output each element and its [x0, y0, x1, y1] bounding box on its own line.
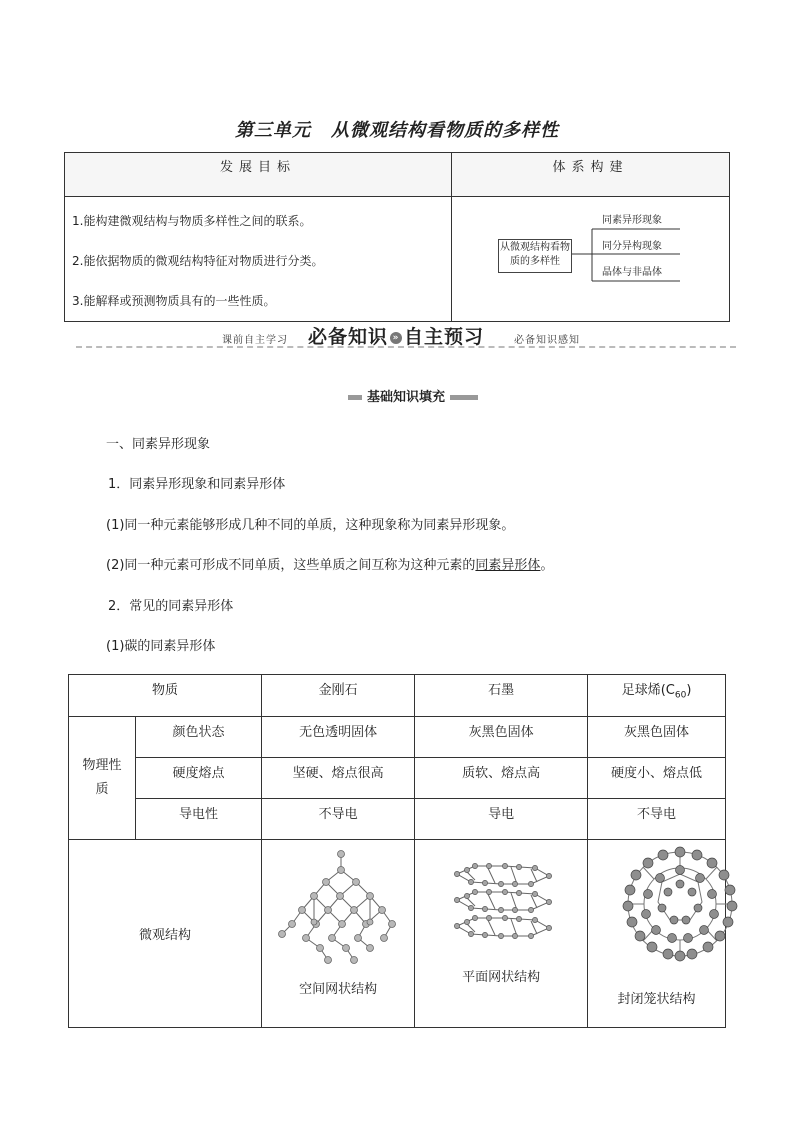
graphite-layers-image: [415, 854, 585, 964]
goal-item: 1.能构建微观结构与物质多样性之间的联系。: [72, 214, 312, 228]
table-cell: [262, 840, 415, 1028]
structure-caption: 封闭笼状结构: [617, 992, 696, 1007]
group-label: [69, 717, 136, 840]
fullerene-structure: [588, 840, 725, 1024]
table-cell: 硬度小、熔点低: [588, 758, 726, 799]
table-cell: 不导电: [262, 799, 415, 840]
structure-caption: 平面网状结构: [462, 970, 541, 985]
goal-list: [65, 197, 451, 321]
paragraph: [106, 554, 553, 573]
structure-branch: 晶体与非晶体: [602, 267, 662, 278]
row-label: 导电性: [136, 799, 262, 840]
table-row: [69, 799, 726, 840]
table-cell: 导电: [415, 799, 588, 840]
subheading: 2．常见的同素异形体: [108, 599, 234, 614]
table-header-cell: 金刚石: [262, 675, 415, 717]
paragraph: (1)碳的同素异形体: [106, 639, 216, 654]
section-banner: [76, 320, 736, 352]
badge-label: 基础知识填充: [362, 386, 450, 405]
row-label: 硬度熔点: [136, 758, 262, 799]
banner-right-text: 必备知识感知: [514, 335, 580, 346]
table-cell: [415, 840, 588, 1028]
header-subscript: 60: [674, 690, 687, 701]
goal-cell: [65, 197, 452, 322]
structure-header: 体系构建: [452, 153, 730, 197]
table-cell: 灰黑色固体: [588, 717, 726, 758]
table-cell: 无色透明固体: [262, 717, 415, 758]
table-cell: 坚硬、熔点很高: [262, 758, 415, 799]
goal-item: 2.能依据物质的微观结构特征对物质进行分类。: [72, 254, 324, 268]
structure-cell: [452, 197, 730, 322]
table-header-cell: 物质: [69, 675, 262, 717]
structure-diagram: [452, 197, 729, 319]
goal-item: 3.能解释或预测物质具有的一些性质。: [72, 294, 276, 308]
underlined-term: 同素异形体: [475, 558, 541, 573]
subheading: 1．同素异形现象和同素异形体: [108, 477, 286, 492]
paragraph-text: (2)同一种元素可形成不同单质，这些单质之间互称为这种元素的: [106, 558, 476, 573]
structure-branch: 同分异构现象: [602, 241, 662, 252]
table-header-row: [69, 675, 726, 717]
goal-header: 发展目标: [65, 153, 452, 197]
table-header-cell: [588, 675, 726, 717]
structure-center-box: 从微观结构看物质的多样性: [498, 239, 572, 273]
table-row: [69, 758, 726, 799]
section-heading: 一、同素异形现象: [106, 437, 211, 452]
banner-left-text: 课前自主学习: [222, 335, 288, 346]
table-cell: 质软、熔点高: [415, 758, 588, 799]
graphite-structure: [415, 840, 587, 1024]
banner-title: [308, 322, 484, 349]
table-row: [69, 717, 726, 758]
table-header-cell: 石墨: [415, 675, 588, 717]
carbon-allotrope-table: [68, 674, 726, 1028]
table-cell: 灰黑色固体: [415, 717, 588, 758]
double-chevron-icon: »: [390, 332, 402, 344]
title-unit: 第三单元: [235, 120, 311, 141]
header-text: ): [686, 683, 692, 698]
goal-table: [64, 152, 730, 322]
group-label-line: 质: [95, 781, 109, 797]
paragraph: (1)同一种元素能够形成几种不同的单质，这种现象称为同素异形现象。: [106, 518, 515, 533]
row-label: 颜色状态: [136, 717, 262, 758]
table-row: [69, 840, 726, 1028]
header-text: 足球烯(C: [621, 683, 675, 698]
diamond-lattice-image: [262, 848, 412, 968]
diamond-structure: [262, 840, 414, 1024]
page-title: [0, 116, 794, 142]
row-label: 微观结构: [69, 840, 262, 1028]
structure-branch: 同素异形现象: [602, 215, 662, 226]
structure-caption: 空间网状结构: [299, 982, 378, 997]
fullerene-cage-image: [588, 842, 772, 970]
title-topic: 从微观结构看物质的多样性: [331, 120, 559, 141]
section-badge: [348, 386, 478, 404]
group-label-line: 物理性: [82, 757, 122, 773]
banner-title-part: 必备知识: [308, 326, 389, 348]
banner-title-part: 自主预习: [404, 326, 485, 348]
table-cell: 不导电: [588, 799, 726, 840]
table-cell: [588, 840, 726, 1028]
structure-connectors: [452, 197, 730, 319]
paragraph-text: 。: [540, 558, 554, 573]
